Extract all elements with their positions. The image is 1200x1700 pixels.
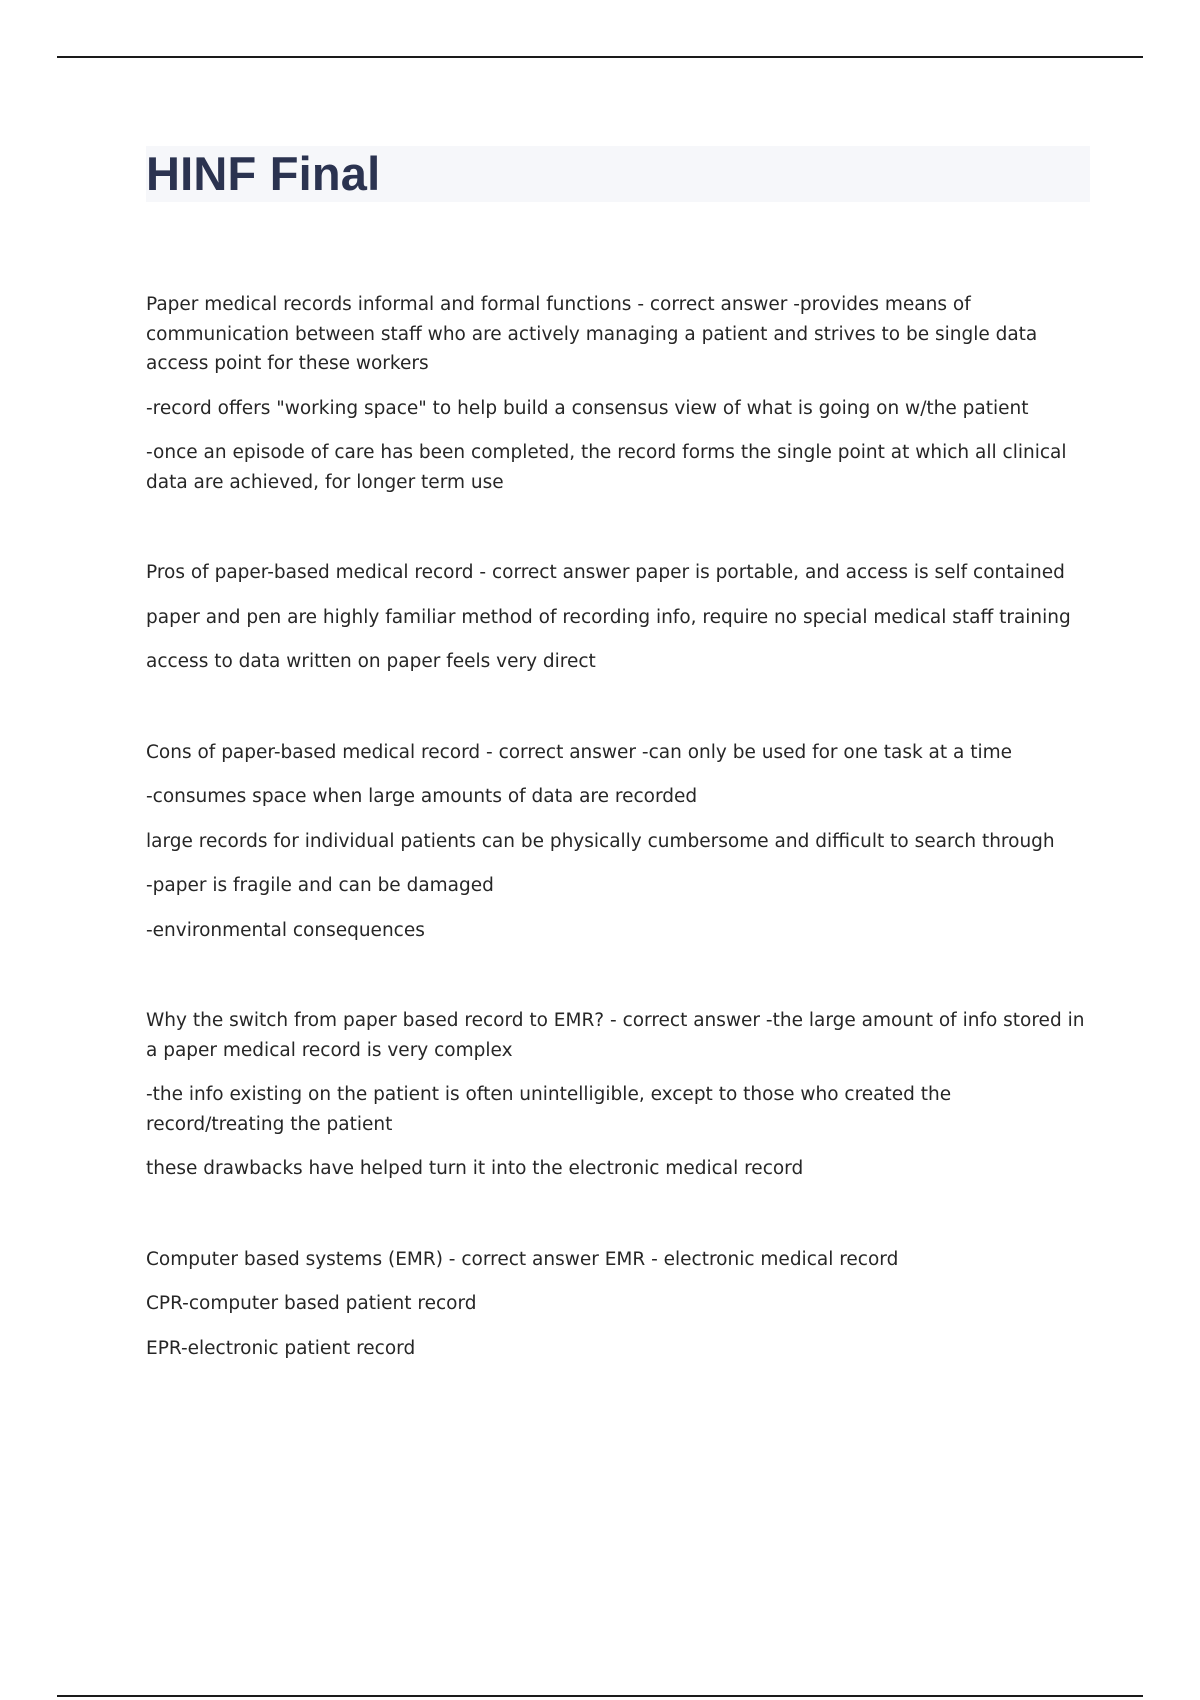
entry-paragraph: Paper medical records informal and formal functions - correct answer -provides means of communication between staff who are actively managing a patient and strives to be single data access point for these workers bbox=[146, 294, 1038, 374]
entry-paragraph: paper and pen are highly familiar method of recording info, require no special medical staff training bbox=[146, 606, 1071, 628]
entry-paragraph: Cons of paper-based medical record - correct answer -can only be used for one task at a time bbox=[146, 741, 1013, 763]
qa-entry-cons-paper-record bbox=[146, 738, 1090, 946]
entry-paragraph: EPR-electronic patient record bbox=[146, 1337, 416, 1359]
entry-paragraph: -environmental consequences bbox=[146, 919, 425, 941]
qa-entry-pros-paper-record bbox=[146, 558, 1090, 677]
entry-paragraph: CPR-computer based patient record bbox=[146, 1293, 477, 1314]
entry-paragraph: Pros of paper-based medical record - correct answer paper is portable, and access is self contained bbox=[146, 562, 1065, 583]
entry-paragraph: -the info existing on the patient is often unintelligible, except to those who created the record/treating the patient bbox=[146, 1084, 952, 1135]
document-title: HINF Final bbox=[146, 147, 381, 200]
entry-paragraph: access to data written on paper feels very direct bbox=[146, 651, 596, 672]
entry-paragraph: Why the switch from paper based record to EMR? - correct answer -the large amount of info stored in a paper medical record is very complex bbox=[146, 1010, 1085, 1061]
entry-paragraph: these drawbacks have helped turn it into the electronic medical record bbox=[146, 1158, 804, 1179]
qa-entry-paper-records-functions bbox=[146, 290, 1090, 497]
entry-paragraph: large records for individual patients can be physically cumbersome and difficult to search through bbox=[146, 830, 1055, 852]
footer-rule bbox=[57, 1695, 1143, 1697]
document-body bbox=[146, 290, 1090, 1424]
entry-paragraph: Computer based systems (EMR) - correct answer EMR - electronic medical record bbox=[146, 1248, 899, 1270]
entry-paragraph: -record offers "working space" to help build a consensus view of what is going on w/the patient bbox=[146, 397, 1029, 419]
qa-entry-switch-to-emr bbox=[146, 1006, 1090, 1184]
entry-paragraph: -consumes space when large amounts of data are recorded bbox=[146, 786, 698, 807]
header-rule bbox=[57, 56, 1143, 58]
entry-paragraph: -once an episode of care has been completed, the record forms the single point at which all clinical data are achieved, for longer term use bbox=[146, 442, 1067, 493]
qa-entry-computer-based-systems bbox=[146, 1245, 1090, 1364]
entry-paragraph: -paper is fragile and can be damaged bbox=[146, 875, 494, 896]
